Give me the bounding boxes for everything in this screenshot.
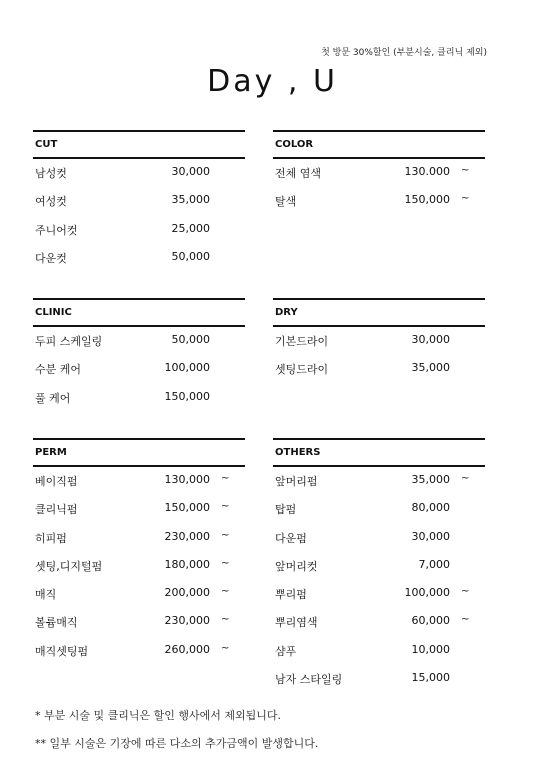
section-title: CLINIC	[33, 298, 245, 327]
item-price: 25,000	[171, 221, 210, 235]
footnote: ** 일부 시술은 기장에 따른 다소의 추가금액이 발생합니다.	[35, 737, 319, 750]
item-price: 35,000	[411, 473, 450, 486]
item-name: 뿌리펌	[275, 588, 307, 602]
price-range-mark: ~	[461, 586, 470, 598]
item-price: 15,000	[411, 671, 450, 685]
item-name: 기본드라이	[275, 335, 329, 348]
item-price: 30,000	[411, 333, 450, 346]
item-price: 230,000	[164, 529, 210, 543]
item-list	[273, 159, 485, 216]
item-price: 80,000	[411, 501, 450, 515]
item-name: 탑펌	[275, 503, 297, 517]
menu-item	[33, 327, 245, 355]
menu-item	[33, 637, 245, 665]
item-name: 두피 스케일링	[35, 335, 103, 348]
item-name: 여성컷	[35, 195, 67, 209]
item-price: 130.000	[404, 165, 450, 178]
item-price: 260,000	[164, 642, 210, 656]
menu-item	[273, 327, 485, 355]
menu-item	[273, 637, 485, 665]
item-name: 매직셋팅펌	[35, 644, 89, 658]
menu-item	[33, 384, 245, 412]
item-name: 앞머리컷	[275, 559, 318, 573]
menu-item	[273, 665, 485, 693]
price-range-mark: ~	[221, 501, 230, 513]
item-price: 130,000	[164, 473, 210, 486]
price-range-mark: ~	[221, 557, 230, 569]
item-name: 볼륨매직	[35, 616, 78, 630]
item-name: 탈색	[275, 195, 297, 209]
item-price: 230,000	[164, 614, 210, 628]
menu-item	[273, 159, 485, 187]
item-list	[273, 327, 485, 384]
price-range-mark: ~	[221, 642, 230, 654]
menu-item	[273, 580, 485, 608]
item-name: 남자 스타일링	[275, 673, 343, 687]
section-dry	[273, 298, 485, 384]
item-name: 수분 케어	[35, 363, 82, 377]
menu-item	[33, 216, 245, 244]
price-range-mark: ~	[461, 193, 470, 205]
item-price: 150,000	[404, 193, 450, 207]
menu-item	[273, 608, 485, 636]
menu-item	[273, 467, 485, 495]
section-title: OTHERS	[273, 438, 485, 467]
section-title: DRY	[273, 298, 485, 327]
item-name: 히피펌	[35, 531, 67, 545]
item-name: 풀 케어	[35, 391, 71, 405]
menu-item	[33, 495, 245, 523]
menu-item	[33, 355, 245, 383]
price-range-mark: ~	[221, 473, 230, 484]
menu-item	[33, 608, 245, 636]
menu-item	[33, 580, 245, 608]
item-price: 100,000	[164, 361, 210, 375]
item-name: 샴푸	[275, 644, 297, 658]
item-price: 30,000	[171, 165, 210, 178]
menu-item	[33, 467, 245, 495]
item-price: 10,000	[411, 642, 450, 656]
item-name: 앞머리펌	[275, 475, 318, 488]
item-name: 셋팅드라이	[275, 363, 329, 377]
item-list	[33, 327, 245, 412]
item-price: 150,000	[164, 501, 210, 515]
price-range-mark: ~	[221, 614, 230, 626]
item-name: 주니어컷	[35, 223, 78, 237]
item-price: 35,000	[171, 193, 210, 207]
menu-item	[273, 355, 485, 383]
item-name: 셋팅,디지털펌	[35, 559, 103, 573]
menu-item	[33, 159, 245, 187]
price-range-mark: ~	[221, 529, 230, 541]
item-list	[33, 159, 245, 272]
menu-item	[273, 552, 485, 580]
section-title: COLOR	[273, 130, 485, 159]
price-range-mark: ~	[461, 614, 470, 626]
item-price: 150,000	[164, 389, 210, 403]
item-name: 다운펌	[275, 531, 307, 545]
item-list	[273, 467, 485, 693]
item-list	[33, 467, 245, 665]
item-name: 전체 염색	[275, 167, 322, 180]
footnotes	[35, 707, 318, 763]
menu-item	[33, 524, 245, 552]
menu-item	[33, 244, 245, 272]
section-perm	[33, 438, 245, 665]
menu-item	[273, 524, 485, 552]
item-price: 100,000	[404, 586, 450, 600]
item-price: 180,000	[164, 557, 210, 571]
price-range-mark: ~	[461, 165, 470, 176]
item-name: 매직	[35, 588, 57, 602]
page-title: Day , U	[207, 64, 338, 99]
item-name: 베이직펌	[35, 475, 78, 488]
section-cut	[33, 130, 245, 272]
menu-item	[273, 187, 485, 215]
section-color	[273, 130, 485, 216]
menu-item	[33, 552, 245, 580]
footnote: * 부분 시술 및 클리닉은 할인 행사에서 제외됩니다.	[35, 709, 281, 722]
item-price: 50,000	[171, 333, 210, 346]
section-others	[273, 438, 485, 693]
item-price: 30,000	[411, 529, 450, 543]
item-price: 35,000	[411, 361, 450, 375]
price-range-mark: ~	[461, 473, 470, 484]
item-name: 다운컷	[35, 251, 67, 265]
item-name: 클리닉펌	[35, 503, 78, 517]
item-name: 남성컷	[35, 167, 67, 180]
menu-item	[273, 495, 485, 523]
item-price: 7,000	[418, 557, 450, 571]
item-price: 60,000	[411, 614, 450, 628]
section-title: PERM	[33, 438, 245, 467]
item-price: 50,000	[171, 249, 210, 263]
menu-item	[33, 187, 245, 215]
item-price: 200,000	[164, 586, 210, 600]
section-clinic	[33, 298, 245, 412]
section-title: CUT	[33, 130, 245, 159]
price-range-mark: ~	[221, 586, 230, 598]
promo-text: 첫 방문 30%할인 (부분시술, 클리닉 제외)	[321, 48, 487, 58]
item-name: 뿌리염색	[275, 616, 318, 630]
